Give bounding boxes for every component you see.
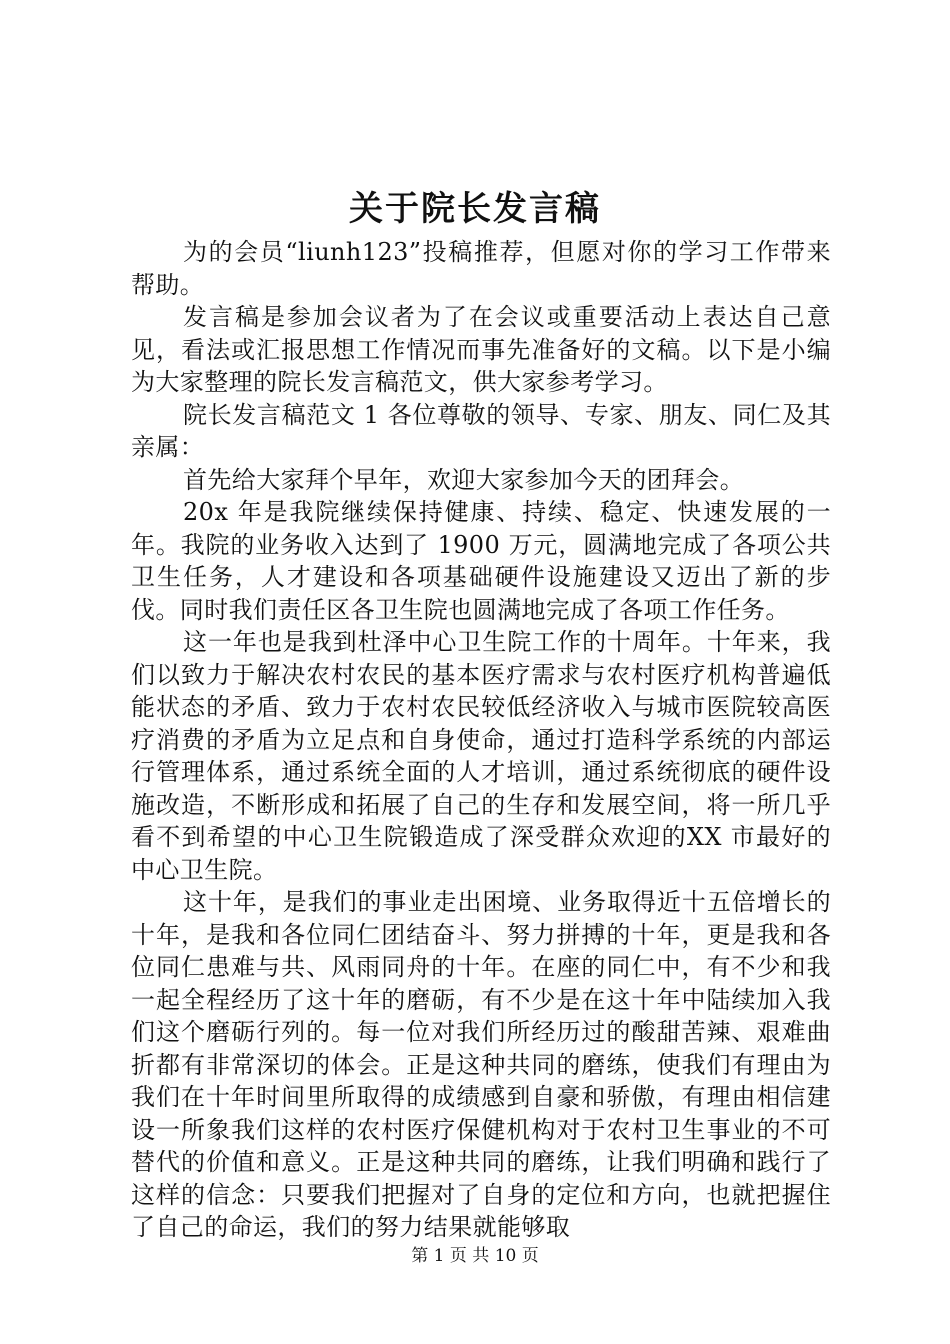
paragraph: 这十年，是我们的事业走出困境、业务取得近十五倍增长的十年，是我和各位同仁团结奋斗、努力拼搏的十年，更是我和各位同仁患难与共、风雨同舟的十年。在座的同仁中，有不少和我一起全程经历了这十年的磨砺，有不少是在这十年中陆续加入我们这个磨砺行列的。每一位对我们所经历过的酸甜苦辣、艰难曲折都有非常深切的体会。正是这种共同的磨练，使我们有理由为我们在十年时间里所取得的成绩感到自豪和骄傲，有理由相信建设一所象我们这样的农村医疗保健机构对于农村卫生事业的不可替代的价值和意义。正是这种共同的磨练，让我们明确和践行了这样的信念：只要我们把握对了自身的定位和方向，也就把握住了自己的命运，我们的努力结果就能够取 xyxy=(131,888,831,1241)
paragraph: 院长发言稿范文 1 各位尊敬的领导、专家、朋友、同仁及其亲属： xyxy=(131,400,831,461)
paragraph: 这一年也是我到杜泽中心卫生院工作的十周年。十年来，我们以致力于解决农村农民的基本医疗需求与农村医疗机构普遍低能状态的矛盾、致力于农村农民较低经济收入与城市医院较高医疗消费的矛盾为立足点和自身使命，通过打造科学系统的内部运行管理体系，通过系统全面的人才培训，通过系统彻底的硬件设施改造，不断形成和拓展了自己的生存和发展空间，将一所几乎看不到希望的中心卫生院锻造成了深受群众欢迎的XX 市最好的中心卫生院。 xyxy=(131,628,831,884)
paragraph: 首先给大家拜个早年，欢迎大家参加今天的团拜会。 xyxy=(183,465,745,494)
paragraph: 发言稿是参加会议者为了在会议或重要活动上表达自己意见，看法或汇报思想工作情况而事先准备好的文稿。以下是小编为大家整理的院长发言稿范文，供大家参考学习。 xyxy=(131,303,831,396)
paragraph: 为的会员“liunh123”投稿推荐，但愿对你的学习工作带来帮助。 xyxy=(131,238,831,299)
document-title: 关于院长发言稿 xyxy=(349,189,601,229)
page-number-footer: 第 1 页 共 10 页 xyxy=(411,1246,539,1266)
paragraph: 20x 年是我院继续保持健康、持续、稳定、快速发展的一年。我院的业务收入达到了 1900 万元，圆满地完成了各项公共卫生任务，人才建设和各项基础硬件设施建设又迈出了新的步伐。同时我们责任区各卫生院也圆满地完成了各项工作任务。 xyxy=(131,498,831,624)
document-body xyxy=(131,236,831,1244)
